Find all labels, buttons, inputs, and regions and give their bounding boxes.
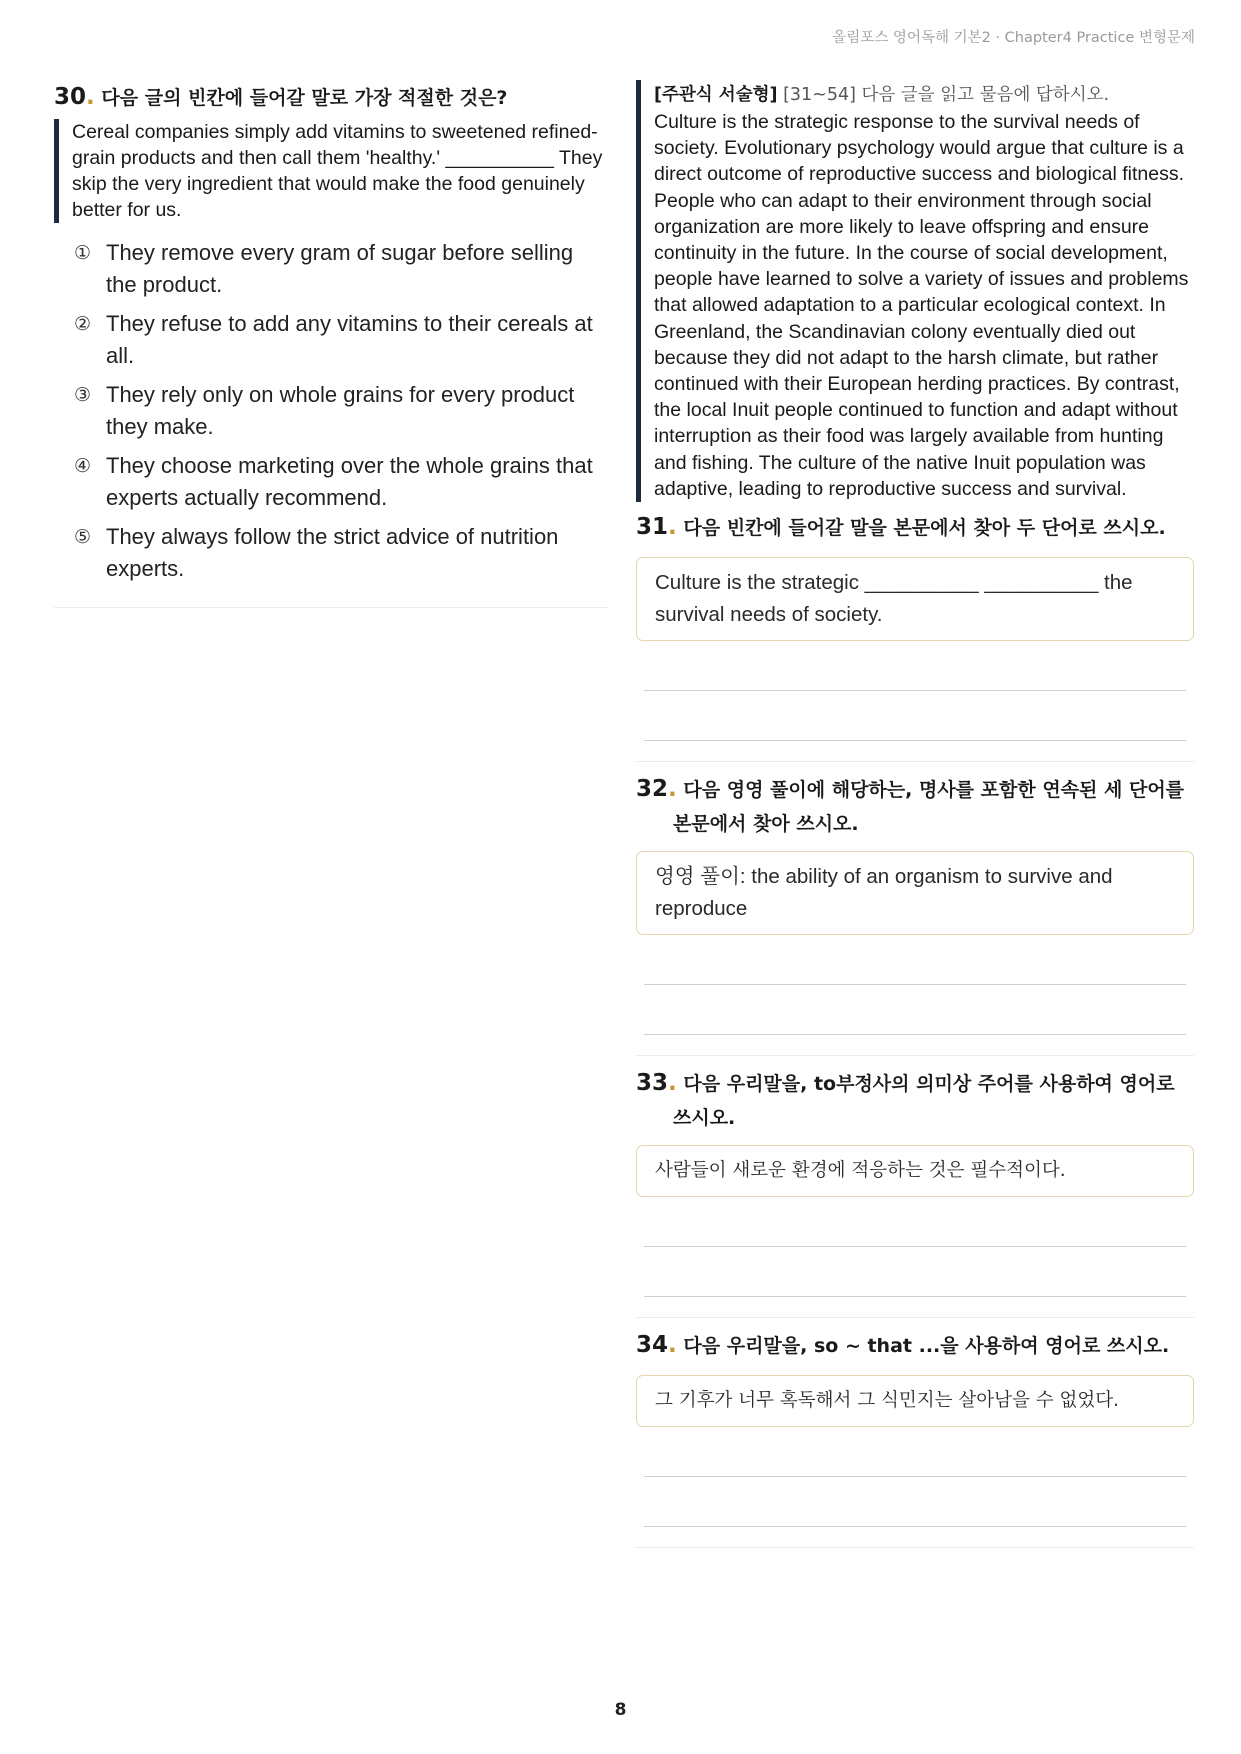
- option-number: ⑤: [74, 526, 92, 548]
- option-5[interactable]: [74, 521, 608, 585]
- question-box: Culture is the strategic __________ __________ the survival needs of society.: [636, 557, 1194, 641]
- question-number: 30: [54, 84, 87, 110]
- question-box: 영영 풀이: the ability of an organism to survive and reproduce: [636, 851, 1194, 935]
- reading-instruction: [654, 80, 1194, 109]
- option-text: They always follow the strict advice of nutrition experts.: [106, 524, 559, 581]
- section-divider: [54, 607, 608, 608]
- option-text: They refuse to add any vitamins to their cereals at all.: [106, 311, 593, 368]
- question-33-title: [636, 1066, 1194, 1101]
- question-number: 31: [636, 514, 669, 541]
- question-32-title: [636, 772, 1194, 807]
- question-dot: .: [668, 1332, 677, 1359]
- question-32: [636, 772, 1194, 1056]
- question-33: [636, 1066, 1194, 1318]
- instruction-range: [31~54] 다음 글을 읽고 물음에 답하시오.: [777, 85, 1110, 105]
- question-dot: .: [668, 776, 677, 803]
- option-1[interactable]: [74, 237, 608, 301]
- question-31: [636, 510, 1194, 762]
- answer-line[interactable]: [644, 1034, 1186, 1035]
- option-number: ①: [74, 242, 92, 264]
- question-34-title: [636, 1328, 1194, 1363]
- right-column: [636, 80, 1194, 1548]
- question-text: 다음 우리말을, so ~ that ...을 사용하여 영어로 쓰시오.: [683, 1335, 1170, 1358]
- instruction-label: [주관식 서술형]: [654, 85, 778, 105]
- option-2[interactable]: [74, 308, 608, 372]
- question-30-title: [54, 80, 608, 115]
- option-number: ②: [74, 313, 92, 335]
- question-number: 33: [636, 1070, 669, 1097]
- question-number: 32: [636, 776, 669, 803]
- option-number: ④: [74, 455, 92, 477]
- question-text-continued: 본문에서 찾아 쓰시오.: [673, 813, 859, 836]
- page-header: 올림포스 영어독해 기본2 · Chapter4 Practice 변형문제: [832, 30, 1195, 46]
- passage-text: Cereal companies simply add vitamins to sweetened refined-grain products and then call them 'healthy.' __________ They skip the very ingredient that would make the food genuinely better for us.: [72, 121, 603, 221]
- option-number: ③: [74, 384, 92, 406]
- option-text: They remove every gram of sugar before selling the product.: [106, 240, 574, 297]
- question-dot: .: [86, 84, 95, 110]
- answer-line[interactable]: [644, 1246, 1186, 1247]
- question-number: 34: [636, 1332, 669, 1359]
- option-text: They rely only on whole grains for every product they make.: [106, 382, 575, 439]
- passage-text: Culture is the strategic response to the survival needs of society. Evolutionary psychology would argue that culture is a direct outcome of reproductive success and biological fitness. People who can adapt to their environment through social organization are more likely to leave offspring and ensure continuity in the future. In the course of social development, people have learned to solve a variety of issues and problems that allowed adaptation to a particular ecological context. In Greenland, the Scandinavian colony eventually died out because they did not adapt to the harsh climate, but rather continued with their European herding practices. By contrast, the local Inuit people continued to function and adapt without interruption as their food was largely available from hunting and fishing. The culture of the native Inuit population was adaptive, leading to reproductive success and survival.: [654, 111, 1189, 500]
- answer-line[interactable]: [644, 1526, 1186, 1527]
- answer-line[interactable]: [644, 690, 1186, 691]
- section-divider: [636, 1317, 1194, 1318]
- question-box: 그 기후가 너무 혹독해서 그 식민지는 살아남을 수 없었다.: [636, 1375, 1194, 1427]
- answer-options: [54, 237, 608, 585]
- answer-line[interactable]: [644, 984, 1186, 985]
- answer-line[interactable]: [644, 1296, 1186, 1297]
- reading-passage: [636, 80, 1194, 502]
- left-column: [54, 80, 608, 608]
- answer-line[interactable]: [644, 740, 1186, 741]
- question-34: [636, 1328, 1194, 1548]
- question-text: 다음 빈칸에 들어갈 말을 본문에서 찾아 두 단어로 쓰시오.: [683, 517, 1166, 540]
- question-31-title: [636, 510, 1194, 545]
- question-text: 다음 영영 풀이에 해당하는, 명사를 포함한 연속된 세 단어를: [683, 779, 1185, 802]
- question-text-continued: 쓰시오.: [673, 1107, 736, 1130]
- question-box: 사람들이 새로운 환경에 적응하는 것은 필수적이다.: [636, 1145, 1194, 1197]
- question-30-passage: [54, 119, 608, 223]
- question-dot: .: [668, 514, 677, 541]
- section-divider: [636, 761, 1194, 762]
- question-text: 다음 우리말을, to부정사의 의미상 주어를 사용하여 영어로: [683, 1073, 1175, 1096]
- option-4[interactable]: [74, 450, 608, 514]
- section-divider: [636, 1547, 1194, 1548]
- section-divider: [636, 1055, 1194, 1056]
- question-dot: .: [668, 1070, 677, 1097]
- page-number: 8: [614, 1700, 627, 1720]
- option-text: They choose marketing over the whole grains that experts actually recommend.: [106, 453, 593, 510]
- question-text: 다음 글의 빈칸에 들어갈 말로 가장 적절한 것은?: [101, 87, 508, 109]
- option-3[interactable]: [74, 379, 608, 443]
- answer-line[interactable]: [644, 1476, 1186, 1477]
